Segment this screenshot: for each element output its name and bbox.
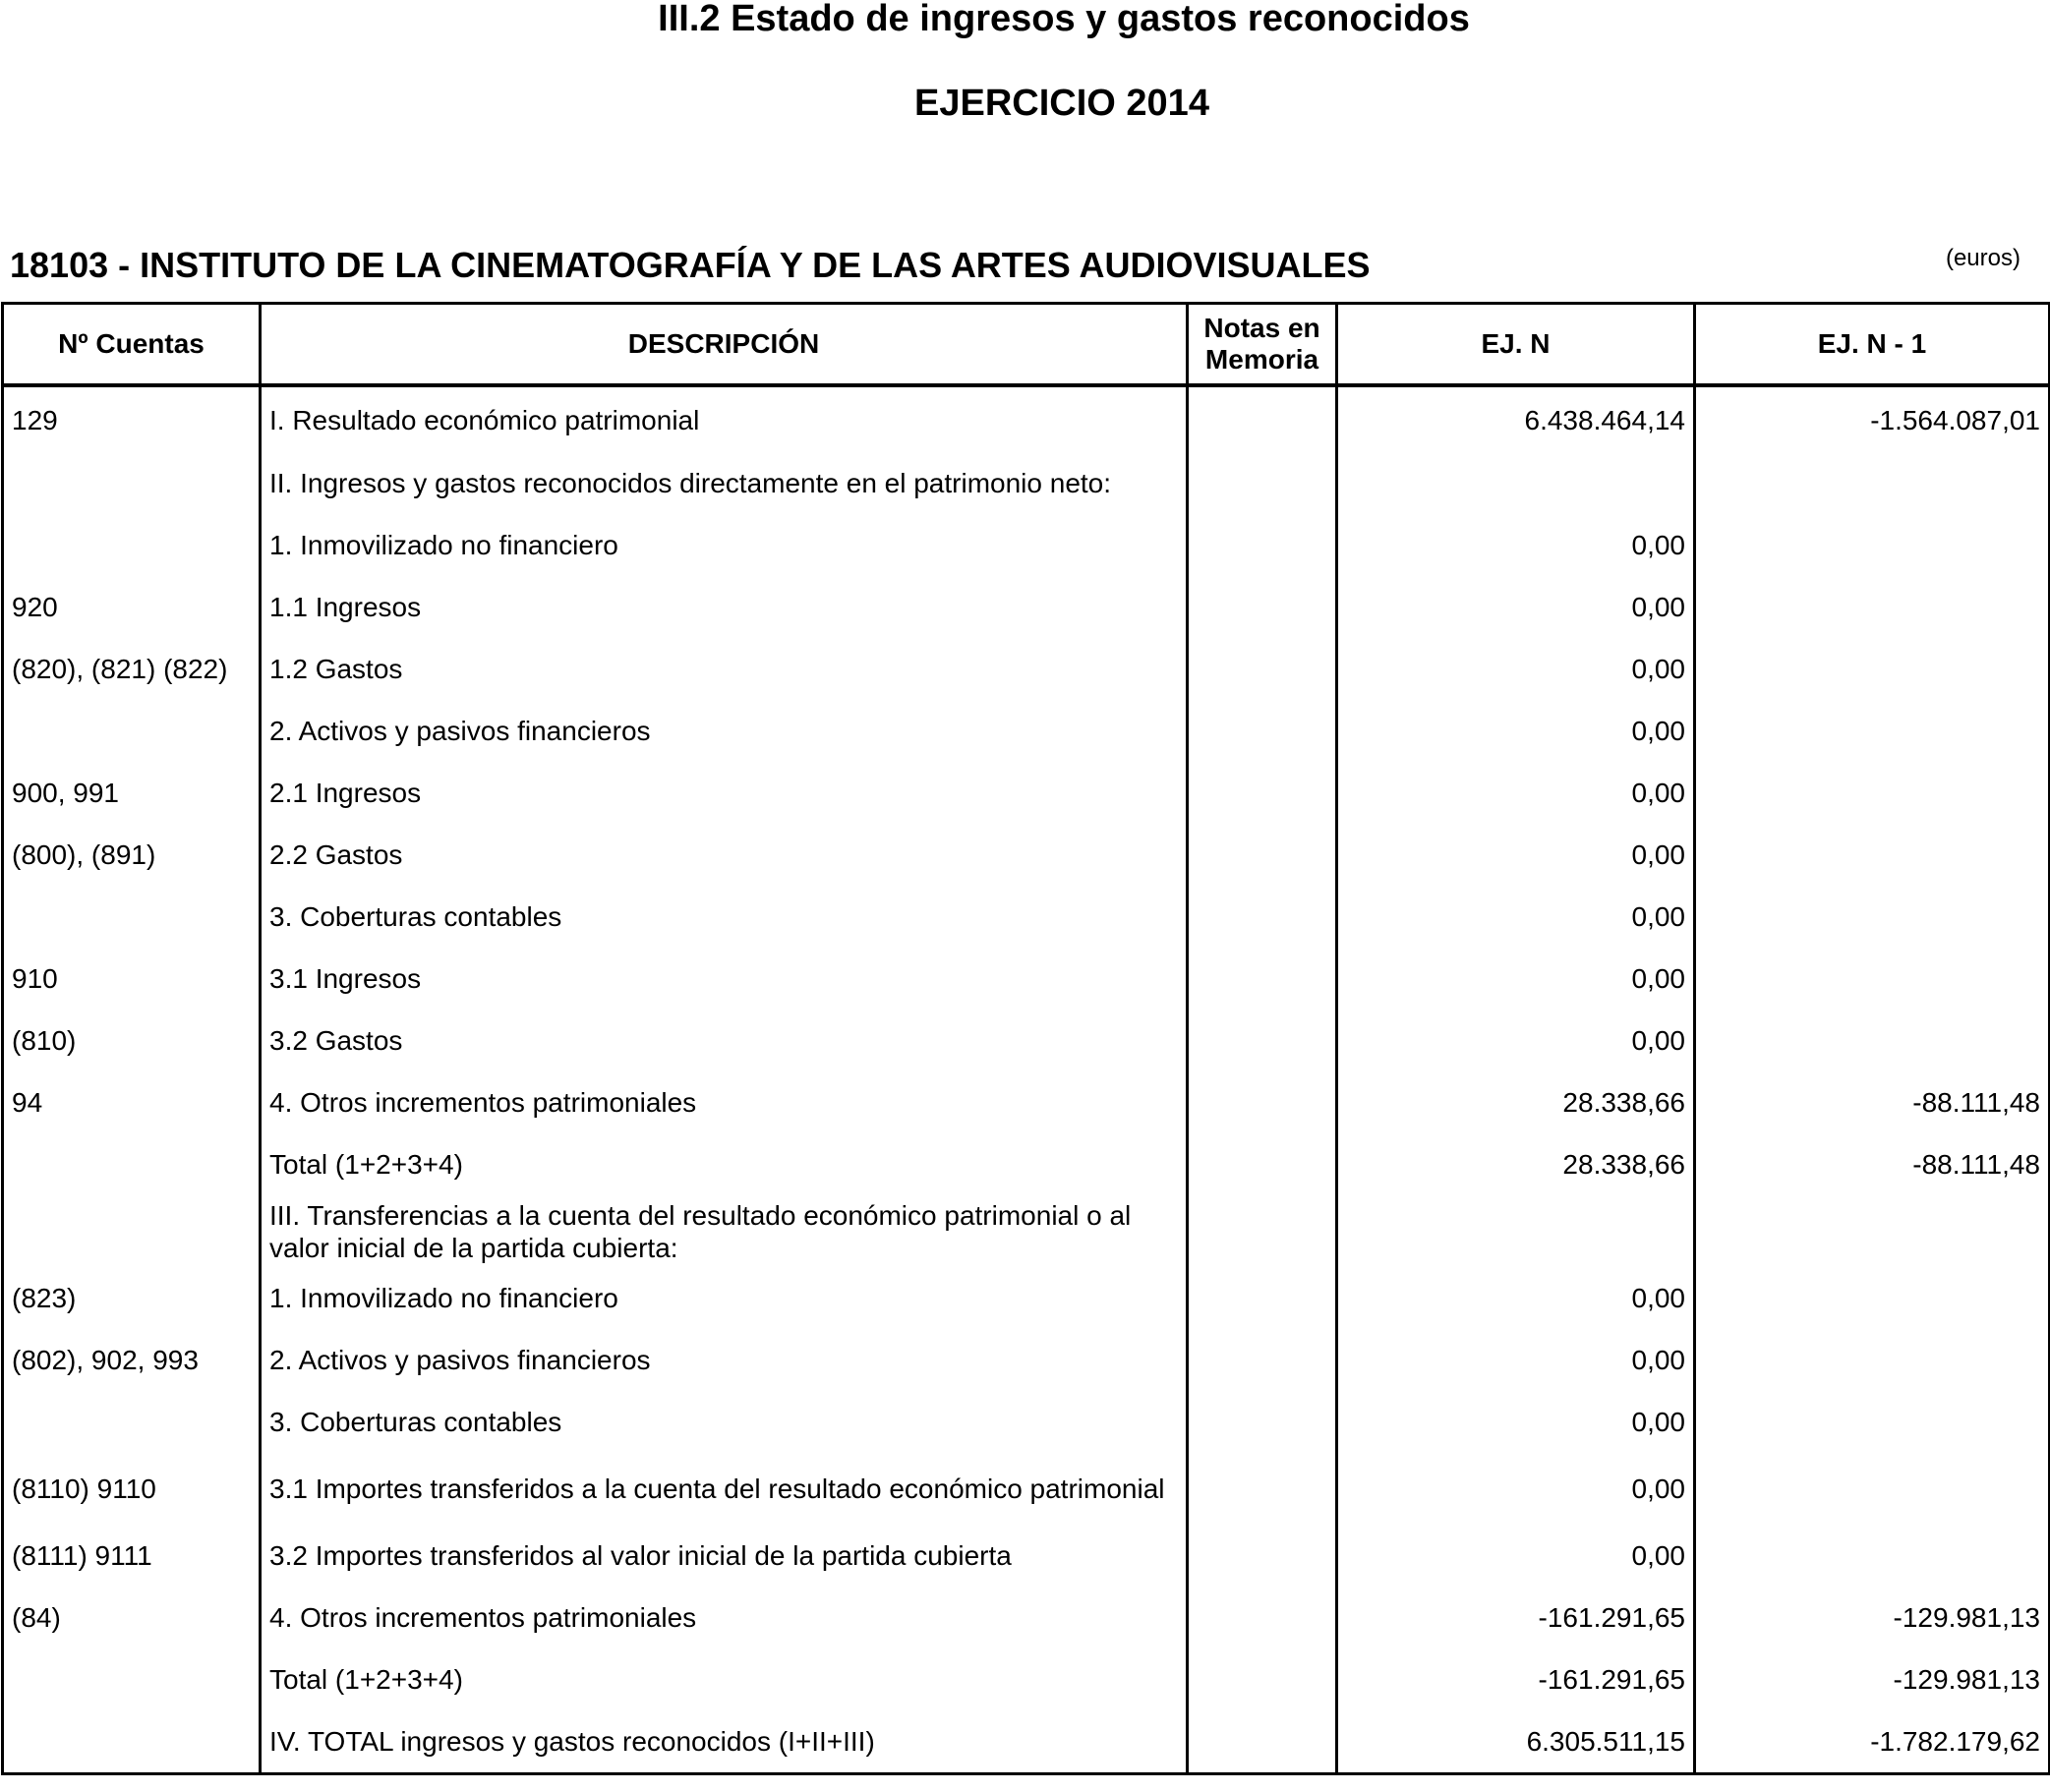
notes-cell [1188,824,1337,886]
table-row [3,1391,2050,1453]
ej-n-1-cell: -129.981,13 [1695,1587,2050,1648]
header-row [3,304,2050,386]
ej-n-1-cell [1695,886,2050,948]
ej-n-1-cell [1695,576,2050,638]
ej-n-cell: 6.305.511,15 [1337,1710,1695,1774]
table-row [3,762,2050,824]
description-cell: 2. Activos y pasivos financieros [261,1329,1188,1391]
description-cell: 1. Inmovilizado no financiero [261,1267,1188,1329]
fiscal-year-title: EJERCICIO 2014 [914,83,1209,124]
table-row [3,514,2050,576]
table-row [3,1453,2050,1525]
account-cell: (820), (821) (822) [3,638,261,700]
notes-cell [1188,1391,1337,1453]
notes-cell [1188,1710,1337,1774]
ej-n-1-cell [1695,1453,2050,1525]
header-ej-n-1: EJ. N - 1 [1695,304,2050,386]
ej-n-cell: 0,00 [1337,886,1695,948]
statement-table-header [3,304,2050,386]
header-notas: Notas en Memoria [1188,304,1337,386]
description-cell: Total (1+2+3+4) [261,1133,1188,1195]
description-cell: 3.2 Importes transferidos al valor inicial de la partida cubierta [261,1525,1188,1587]
notes-cell [1188,1133,1337,1195]
description-cell: 1.1 Ingresos [261,576,1188,638]
description-cell: 3.1 Ingresos [261,948,1188,1010]
description-cell: Total (1+2+3+4) [261,1648,1188,1710]
table-row [3,385,2050,452]
notes-cell [1188,385,1337,452]
notes-cell [1188,1587,1337,1648]
notes-cell [1188,452,1337,514]
account-cell [3,1133,261,1195]
account-cell [3,1648,261,1710]
table-row [3,1587,2050,1648]
description-cell: III. Transferencias a la cuenta del resultado económico patrimonial o al valor inicial de la partida cubierta: [261,1195,1188,1267]
description-cell: 2. Activos y pasivos financieros [261,700,1188,762]
description-cell: IV. TOTAL ingresos y gastos reconocidos (I+II+III) [261,1710,1188,1774]
account-cell [3,1391,261,1453]
notes-cell [1188,886,1337,948]
table-row [3,1071,2050,1133]
ej-n-1-cell [1695,700,2050,762]
ej-n-1-cell [1695,1525,2050,1587]
ej-n-cell: 6.438.464,14 [1337,385,1695,452]
ej-n-cell: 0,00 [1337,1453,1695,1525]
ej-n-1-cell: -1.782.179,62 [1695,1710,2050,1774]
ej-n-cell: 0,00 [1337,1267,1695,1329]
notes-cell [1188,1453,1337,1525]
table-row [3,948,2050,1010]
statement-table [1,302,2050,1775]
entity-title: 18103 - INSTITUTO DE LA CINEMATOGRAFÍA Y DE LAS ARTES AUDIOVISUALES [10,245,1371,285]
ej-n-cell: 0,00 [1337,1010,1695,1071]
description-cell: 3. Coberturas contables [261,1391,1188,1453]
ej-n-cell: 0,00 [1337,514,1695,576]
table-row [3,1710,2050,1774]
ej-n-cell: 28.338,66 [1337,1071,1695,1133]
ej-n-1-cell [1695,514,2050,576]
table-row [3,1267,2050,1329]
ej-n-1-cell [1695,824,2050,886]
notes-cell [1188,700,1337,762]
ej-n-1-cell: -129.981,13 [1695,1648,2050,1710]
ej-n-1-cell [1695,762,2050,824]
description-cell: I. Resultado económico patrimonial [261,385,1188,452]
ej-n-cell: 0,00 [1337,948,1695,1010]
table-row [3,1525,2050,1587]
notes-cell [1188,1195,1337,1267]
account-cell: (810) [3,1010,261,1071]
ej-n-1-cell [1695,1267,2050,1329]
header-descripcion: DESCRIPCIÓN [261,304,1188,386]
ej-n-1-cell: -88.111,48 [1695,1071,2050,1133]
account-cell: (8111) 9111 [3,1525,261,1587]
table-row [3,576,2050,638]
account-cell: (823) [3,1267,261,1329]
description-cell: 2.2 Gastos [261,824,1188,886]
ej-n-1-cell [1695,1195,2050,1267]
ej-n-cell: 0,00 [1337,700,1695,762]
notes-cell [1188,1010,1337,1071]
description-cell: 1.2 Gastos [261,638,1188,700]
account-cell: (84) [3,1587,261,1648]
ej-n-cell: 28.338,66 [1337,1133,1695,1195]
ej-n-cell: -161.291,65 [1337,1587,1695,1648]
table-row [3,824,2050,886]
ej-n-cell: 0,00 [1337,576,1695,638]
table-row [3,638,2050,700]
account-cell: (800), (891) [3,824,261,886]
ej-n-cell: 0,00 [1337,824,1695,886]
account-cell: 94 [3,1071,261,1133]
ej-n-1-cell [1695,948,2050,1010]
currency-units-label: (euros) [1945,245,2021,271]
table-row [3,1329,2050,1391]
page-title: III.2 Estado de ingresos y gastos reconocidos [658,0,1470,39]
ej-n-1-cell [1695,1010,2050,1071]
notes-cell [1188,638,1337,700]
ej-n-cell: 0,00 [1337,762,1695,824]
statement-table-body [3,385,2050,1774]
notes-cell [1188,1071,1337,1133]
ej-n-1-cell [1695,1329,2050,1391]
header-cuentas: Nº Cuentas [3,304,261,386]
account-cell [3,452,261,514]
table-row [3,1010,2050,1071]
account-cell [3,886,261,948]
ej-n-cell [1337,452,1695,514]
ej-n-cell [1337,1195,1695,1267]
ej-n-cell: 0,00 [1337,638,1695,700]
ej-n-cell: -161.291,65 [1337,1648,1695,1710]
account-cell [3,1710,261,1774]
account-cell: 900, 991 [3,762,261,824]
table-row [3,1648,2050,1710]
notes-cell [1188,1267,1337,1329]
account-cell [3,1195,261,1267]
description-cell: 4. Otros incrementos patrimoniales [261,1587,1188,1648]
account-cell: 920 [3,576,261,638]
ej-n-cell: 0,00 [1337,1525,1695,1587]
notes-cell [1188,948,1337,1010]
ej-n-cell: 0,00 [1337,1391,1695,1453]
account-cell: 129 [3,385,261,452]
table-row [3,886,2050,948]
account-cell: (802), 902, 993 [3,1329,261,1391]
description-cell: 2.1 Ingresos [261,762,1188,824]
notes-cell [1188,514,1337,576]
ej-n-1-cell: -88.111,48 [1695,1133,2050,1195]
notes-cell [1188,1525,1337,1587]
notes-cell [1188,576,1337,638]
description-cell: 1. Inmovilizado no financiero [261,514,1188,576]
description-cell: 3.2 Gastos [261,1010,1188,1071]
ej-n-1-cell [1695,1391,2050,1453]
notes-cell [1188,762,1337,824]
notes-cell [1188,1329,1337,1391]
description-cell: 4. Otros incrementos patrimoniales [261,1071,1188,1133]
table-row [3,1195,2050,1267]
account-cell [3,700,261,762]
description-cell: 3. Coberturas contables [261,886,1188,948]
account-cell: (8110) 9110 [3,1453,261,1525]
account-cell [3,514,261,576]
description-cell: II. Ingresos y gastos reconocidos directamente en el patrimonio neto: [261,452,1188,514]
notes-cell [1188,1648,1337,1710]
header-ej-n: EJ. N [1337,304,1695,386]
ej-n-cell: 0,00 [1337,1329,1695,1391]
ej-n-1-cell [1695,452,2050,514]
description-cell: 3.1 Importes transferidos a la cuenta del resultado económico patrimonial [261,1453,1188,1525]
account-cell: 910 [3,948,261,1010]
ej-n-1-cell: -1.564.087,01 [1695,385,2050,452]
table-row [3,700,2050,762]
table-row [3,1133,2050,1195]
table-row [3,452,2050,514]
ej-n-1-cell [1695,638,2050,700]
